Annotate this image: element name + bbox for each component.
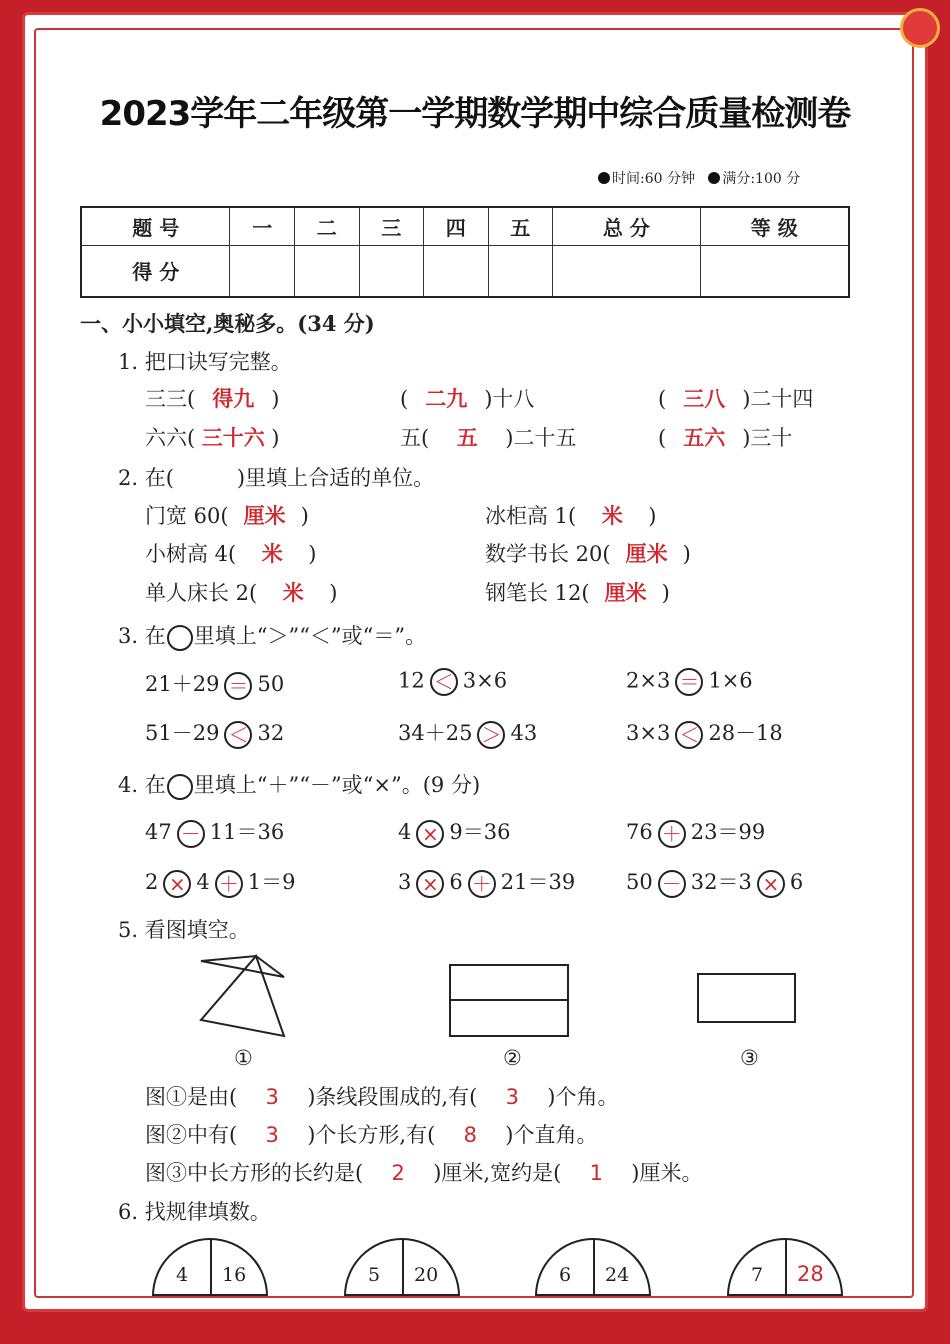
q1-title: 1. 把口诀写完整。 bbox=[118, 350, 292, 374]
dome-divider bbox=[210, 1240, 212, 1296]
q5-answer: 3 bbox=[265, 1123, 279, 1147]
figure-label-3: ③ bbox=[740, 1046, 759, 1070]
q1-answer: 二九 bbox=[425, 387, 468, 411]
q3-circled-answer: ＝ bbox=[224, 672, 252, 700]
rectangle-figure bbox=[698, 974, 795, 1022]
q3-term: 51－29 bbox=[145, 721, 220, 745]
q2-suffix: ) bbox=[682, 542, 691, 566]
score-table bbox=[80, 206, 850, 298]
q4-term: 23＝99 bbox=[690, 820, 766, 844]
q3-circled-answer: ＝ bbox=[675, 668, 703, 696]
q3-term: 3×3 bbox=[626, 721, 671, 745]
table-header-cell: 一 bbox=[230, 207, 295, 245]
q5-text: )条线段围成的,有( bbox=[307, 1085, 478, 1109]
q5-answer: 3 bbox=[265, 1085, 279, 1109]
q5-answer: 8 bbox=[463, 1123, 477, 1147]
q4-term: 11＝36 bbox=[209, 820, 285, 844]
q2-title: 2. 在( )里填上合适的单位。 bbox=[118, 466, 435, 490]
q3-term: 43 bbox=[510, 721, 538, 745]
q4-term: 50 bbox=[626, 870, 653, 894]
dome-divider bbox=[593, 1240, 595, 1296]
q4-circled-answer: ＋ bbox=[658, 820, 686, 848]
circle-icon bbox=[167, 625, 193, 651]
q5-line bbox=[145, 1081, 618, 1111]
q2-item bbox=[145, 538, 316, 568]
clock-icon bbox=[598, 172, 610, 184]
q2-suffix: ) bbox=[329, 581, 338, 605]
q4-expression bbox=[398, 816, 510, 848]
score-cell[interactable] bbox=[488, 245, 553, 297]
q4-circled-answer: ＋ bbox=[215, 870, 243, 898]
dome-right-number: 24 bbox=[605, 1264, 630, 1286]
q4-term: 6 bbox=[449, 870, 463, 894]
q3-title-b: 里填上“＞”“＜”或“＝”。 bbox=[193, 624, 427, 648]
q3-term: 50 bbox=[257, 672, 285, 696]
q4-term: 4 bbox=[398, 820, 412, 844]
table-header-cell: 四 bbox=[424, 207, 489, 245]
q3-expression bbox=[398, 717, 537, 749]
q5-title: 5. 看图填空。 bbox=[118, 918, 250, 942]
score-cell[interactable] bbox=[700, 245, 849, 297]
section-1-title: 一、小小填空,奥秘多。(34 分) bbox=[80, 311, 375, 336]
page-title: 2023学年二年级第一学期数学期中综合质量检测卷 bbox=[99, 94, 851, 134]
q2-answer: 厘米 bbox=[604, 581, 647, 605]
q1-item bbox=[658, 383, 813, 413]
q5-text: 图②中有( bbox=[145, 1123, 238, 1147]
q3-term: 21＋29 bbox=[145, 672, 220, 696]
q1-item bbox=[400, 383, 534, 413]
q5-text: )厘米。 bbox=[631, 1161, 703, 1185]
score-cell[interactable] bbox=[424, 245, 489, 297]
q1-item bbox=[145, 383, 279, 413]
q1-suffix: )二十五 bbox=[505, 426, 577, 450]
table-header-cell: 二 bbox=[294, 207, 359, 245]
q2-prefix: 钢笔长 12( bbox=[485, 581, 590, 605]
q4-expression bbox=[145, 866, 295, 898]
q3-term: 34＋25 bbox=[398, 721, 473, 745]
q5-shapes bbox=[0, 940, 950, 1050]
q1-answer: 三十六 bbox=[201, 426, 265, 450]
q1-suffix: )二十四 bbox=[742, 387, 814, 411]
q1-answer: 得九 bbox=[212, 387, 255, 411]
table-header-cell: 总 分 bbox=[553, 207, 700, 245]
q4-term: 32＝3 bbox=[690, 870, 752, 894]
q1-suffix: )十八 bbox=[484, 387, 535, 411]
q4-expression bbox=[626, 816, 765, 848]
q2-answer: 厘米 bbox=[243, 504, 286, 528]
q2-item bbox=[485, 577, 670, 607]
bottom-banner bbox=[0, 1318, 950, 1344]
q4-expression bbox=[398, 866, 575, 898]
q5-answer: 2 bbox=[391, 1161, 405, 1185]
q1-answer: 三八 bbox=[683, 387, 726, 411]
q4-term: 9＝36 bbox=[449, 820, 511, 844]
table-row-label: 得 分 bbox=[81, 245, 230, 297]
q2-prefix: 冰柜高 1( bbox=[485, 504, 577, 528]
q2-suffix: ) bbox=[648, 504, 657, 528]
q4-expression bbox=[626, 866, 803, 898]
q3-circled-answer: ＜ bbox=[675, 721, 703, 749]
q1-prefix: 三三( bbox=[145, 387, 196, 411]
q2-item bbox=[145, 577, 337, 607]
score-cell[interactable] bbox=[359, 245, 424, 297]
q3-expression bbox=[626, 717, 783, 749]
q4-term: 21＝39 bbox=[500, 870, 576, 894]
q4-term: 3 bbox=[398, 870, 412, 894]
q5-text: )个角。 bbox=[547, 1085, 619, 1109]
q4-circled-answer: × bbox=[416, 820, 444, 848]
figure-label-2: ② bbox=[503, 1046, 522, 1070]
dome-divider bbox=[402, 1240, 404, 1296]
q5-text: 图③中长方形的长约是( bbox=[145, 1161, 364, 1185]
q1-answer: 五 bbox=[456, 426, 478, 450]
q5-text: )个直角。 bbox=[505, 1123, 598, 1147]
q2-prefix: 门宽 60( bbox=[145, 504, 229, 528]
q4-term: 4 bbox=[196, 870, 210, 894]
q1-item bbox=[658, 422, 792, 452]
full-score: 满分:100 分 bbox=[722, 171, 801, 187]
dome-left-number: 4 bbox=[176, 1264, 189, 1286]
q3-expression bbox=[398, 668, 507, 696]
q4-term: 1＝9 bbox=[247, 870, 296, 894]
q3-term: 2×3 bbox=[626, 668, 671, 693]
q3-expression bbox=[145, 668, 284, 700]
q3-term: 28－18 bbox=[708, 721, 783, 745]
q3-term: 1×6 bbox=[708, 668, 753, 693]
coin-icon bbox=[900, 8, 940, 48]
q4-circled-answer: － bbox=[177, 820, 205, 848]
q6-title: 6. 找规律填数。 bbox=[118, 1200, 271, 1224]
q3-term: 32 bbox=[257, 721, 285, 745]
q2-item bbox=[145, 500, 309, 530]
q1-answer: 五六 bbox=[683, 426, 726, 450]
q2-suffix: ) bbox=[300, 504, 309, 528]
q3-circled-answer: ＜ bbox=[224, 721, 252, 749]
dome-left-number: 5 bbox=[368, 1264, 381, 1286]
q2-prefix: 单人床长 2( bbox=[145, 581, 258, 605]
q4-title-b: 里填上“＋”“－”或“×”。(9 分) bbox=[193, 773, 481, 797]
q2-answer: 厘米 bbox=[625, 542, 668, 566]
q1-suffix: ) bbox=[271, 387, 280, 411]
q5-text: )个长方形,有( bbox=[307, 1123, 436, 1147]
q1-prefix: ( bbox=[658, 387, 667, 411]
dome-left-number: 7 bbox=[751, 1264, 764, 1286]
q3-expression bbox=[626, 668, 753, 696]
table-header-cell: 三 bbox=[359, 207, 424, 245]
circle-icon bbox=[167, 774, 193, 800]
dome-right-number: 28 bbox=[797, 1262, 824, 1286]
q2-prefix: 数学书长 20( bbox=[485, 542, 611, 566]
q2-answer: 米 bbox=[601, 504, 623, 528]
q3-term: 3×6 bbox=[462, 668, 508, 693]
q1-prefix: 六六( bbox=[145, 426, 196, 450]
dome-right-number: 16 bbox=[222, 1264, 247, 1286]
check-icon bbox=[708, 172, 720, 184]
score-cell[interactable] bbox=[230, 245, 295, 297]
exam-meta bbox=[598, 168, 800, 188]
q4-term: 2 bbox=[145, 870, 159, 894]
q5-text: 图①是由( bbox=[145, 1085, 238, 1109]
q3-title bbox=[118, 620, 426, 651]
score-cell[interactable] bbox=[294, 245, 359, 297]
score-cell[interactable] bbox=[553, 245, 700, 297]
q1-suffix: ) bbox=[271, 426, 280, 450]
q4-title bbox=[118, 769, 480, 800]
q1-item bbox=[400, 422, 576, 452]
q3-expression bbox=[145, 717, 284, 749]
q3-circled-answer: ＜ bbox=[430, 668, 458, 696]
dome-divider bbox=[785, 1240, 787, 1296]
dome-left-number: 6 bbox=[559, 1264, 572, 1286]
q4-circled-answer: × bbox=[757, 870, 785, 898]
triangle-figure bbox=[201, 956, 284, 1036]
q2-answer: 米 bbox=[282, 581, 304, 605]
q2-suffix: ) bbox=[308, 542, 317, 566]
q5-text: )厘米,宽约是( bbox=[433, 1161, 562, 1185]
q1-prefix: 五( bbox=[400, 426, 430, 450]
dome-right-number: 20 bbox=[414, 1264, 439, 1286]
q3-circled-answer: ＞ bbox=[477, 721, 505, 749]
q5-answer: 3 bbox=[505, 1085, 519, 1109]
table-header-cell: 五 bbox=[488, 207, 553, 245]
q4-term: 6 bbox=[789, 870, 804, 894]
q2-suffix: ) bbox=[661, 581, 670, 605]
q1-prefix: ( bbox=[400, 387, 409, 411]
q5-answer: 1 bbox=[589, 1161, 603, 1185]
q1-prefix: ( bbox=[658, 426, 667, 450]
q4-term: 47 bbox=[145, 820, 172, 844]
q4-circled-answer: － bbox=[658, 870, 686, 898]
q1-suffix: )三十 bbox=[742, 426, 793, 450]
q4-expression bbox=[145, 816, 284, 848]
q2-item bbox=[485, 538, 691, 568]
q3-term: 12 bbox=[398, 668, 425, 693]
q4-circled-answer: ＋ bbox=[468, 870, 496, 898]
q4-title-a: 4. 在 bbox=[118, 773, 166, 797]
q5-line bbox=[145, 1157, 702, 1187]
q4-circled-answer: × bbox=[416, 870, 444, 898]
q2-prefix: 小树高 4( bbox=[145, 542, 237, 566]
q4-circled-answer: × bbox=[163, 870, 191, 898]
time-limit: 时间:60 分钟 bbox=[612, 171, 695, 187]
q5-line bbox=[145, 1119, 597, 1149]
q2-answer: 米 bbox=[261, 542, 283, 566]
q3-title-a: 3. 在 bbox=[118, 624, 166, 648]
q1-item bbox=[145, 422, 279, 452]
table-header-cell: 题 号 bbox=[81, 207, 230, 245]
q4-term: 76 bbox=[626, 820, 653, 844]
table-header-cell: 等 级 bbox=[700, 207, 849, 245]
figure-label-1: ① bbox=[234, 1046, 253, 1070]
q2-item bbox=[485, 500, 656, 530]
